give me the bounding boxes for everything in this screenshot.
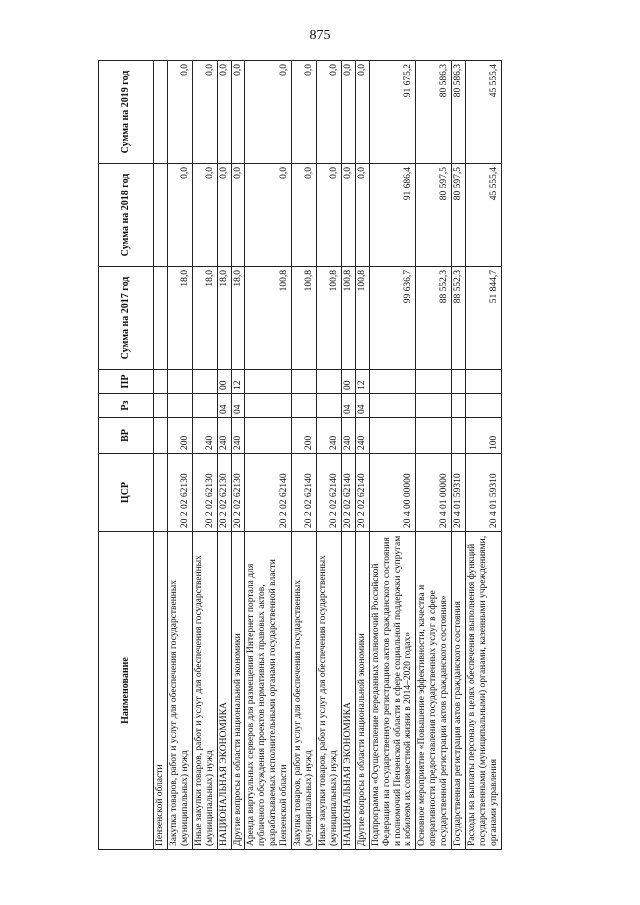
cell-rz: 04 bbox=[217, 394, 231, 418]
cell-sum-2017: 18,0 bbox=[231, 267, 245, 370]
cell-vr bbox=[452, 418, 466, 454]
cell-vr bbox=[369, 418, 416, 454]
table-row bbox=[341, 61, 355, 850]
header-csr: ЦСР bbox=[99, 454, 154, 532]
cell-sum-2019: 0,0 bbox=[192, 61, 217, 164]
table-row bbox=[245, 61, 292, 850]
table-row bbox=[192, 61, 217, 850]
cell-sum-2018: 80 597,5 bbox=[452, 164, 466, 267]
cell-sum-2019: 91 675,2 bbox=[369, 61, 416, 164]
cell-vr: 240 bbox=[217, 418, 231, 454]
table-header-row bbox=[99, 61, 154, 850]
cell-rz bbox=[292, 394, 317, 418]
cell-sum-2018: 0,0 bbox=[217, 164, 231, 267]
table-row bbox=[466, 61, 502, 850]
cell-pr bbox=[416, 370, 452, 394]
cell-name: Другие вопросы в области национальной экономики bbox=[231, 532, 245, 850]
cell-name: Расходы на выплаты персоналу в целях обеспечения выполнения функций государственными (муниципальными) органами, казенными учреждениями, органами управления bbox=[466, 532, 502, 850]
cell-csr: 20 4 00 00000 bbox=[369, 454, 416, 532]
cell-sum-2019: 45 555,4 bbox=[466, 61, 502, 164]
table-row bbox=[316, 61, 341, 850]
cell-rz bbox=[167, 394, 192, 418]
cell-sum-2019: 0,0 bbox=[341, 61, 355, 164]
cell-rz: 04 bbox=[355, 394, 369, 418]
cell-sum-2019: 0,0 bbox=[231, 61, 245, 164]
cell-sum-2017: 88 552,3 bbox=[452, 267, 466, 370]
cell-csr: 20 2 02 62130 bbox=[192, 454, 217, 532]
cell-rz bbox=[192, 394, 217, 418]
table-row bbox=[452, 61, 466, 850]
cell-name: НАЦИОНАЛЬНАЯ ЭКОНОМИКА bbox=[341, 532, 355, 850]
cell-sum-2019: 0,0 bbox=[167, 61, 192, 164]
cell-csr: 20 2 02 62130 bbox=[231, 454, 245, 532]
table-row bbox=[217, 61, 231, 850]
cell-sum-2018: 0,0 bbox=[245, 164, 292, 267]
cell-sum-2017: 18,0 bbox=[192, 267, 217, 370]
cell-name: Подпрограмма «Осуществление переданных полномочий Российской Федерации на государственную регистрацию актов гражданского состояния и полномочий Пензенской области в сфере социальной поддержки супругам к юбилеям их совместной жизни в 2014–2020 годах» bbox=[369, 532, 416, 850]
cell-rz bbox=[416, 394, 452, 418]
cell-vr bbox=[154, 418, 168, 454]
cell-vr: 200 bbox=[292, 418, 317, 454]
cell-sum-2017: 100,8 bbox=[341, 267, 355, 370]
cell-name: Иные закупки товаров, работ и услуг для обеспечения государственных (муниципальных) нужд bbox=[192, 532, 217, 850]
cell-name: Закупка товаров, работ и услуг для обеспечения государственных (муниципальных) нужд bbox=[292, 532, 317, 850]
cell-sum-2017: 99 636,7 bbox=[369, 267, 416, 370]
cell-vr: 240 bbox=[192, 418, 217, 454]
header-sum-2019: Сумма на 2019 год bbox=[99, 61, 154, 164]
cell-rz bbox=[452, 394, 466, 418]
cell-vr bbox=[245, 418, 292, 454]
cell-sum-2018: 91 686,4 bbox=[369, 164, 416, 267]
table-row bbox=[416, 61, 452, 850]
cell-rz bbox=[316, 394, 341, 418]
cell-name: Аренда виртуальных серверов для размещения Интернет портала для публичного обсуждения проектов нормативных правовых актов, разрабатываемых исполнительными органами государственной власти Пензенской области bbox=[245, 532, 292, 850]
table-row bbox=[292, 61, 317, 850]
cell-sum-2019: 80 586,3 bbox=[452, 61, 466, 164]
cell-sum-2018: 0,0 bbox=[341, 164, 355, 267]
cell-rz bbox=[154, 394, 168, 418]
cell-pr bbox=[466, 370, 502, 394]
rotated-table-container bbox=[98, 60, 528, 850]
cell-sum-2019: 80 586,3 bbox=[416, 61, 452, 164]
budget-table bbox=[98, 60, 502, 850]
table-body bbox=[154, 61, 502, 850]
cell-sum-2017: 100,8 bbox=[292, 267, 317, 370]
cell-rz bbox=[369, 394, 416, 418]
cell-pr bbox=[167, 370, 192, 394]
table-row bbox=[369, 61, 416, 850]
cell-csr: 20 4 01 59310 bbox=[452, 454, 466, 532]
cell-sum-2019 bbox=[154, 61, 168, 164]
cell-csr: 20 2 02 62140 bbox=[245, 454, 292, 532]
cell-sum-2017 bbox=[154, 267, 168, 370]
cell-csr: 20 4 01 59310 bbox=[466, 454, 502, 532]
header-pr: ПР bbox=[99, 370, 154, 394]
cell-csr: 20 2 02 62130 bbox=[167, 454, 192, 532]
cell-sum-2018: 0,0 bbox=[292, 164, 317, 267]
cell-pr bbox=[369, 370, 416, 394]
cell-sum-2018: 80 597,5 bbox=[416, 164, 452, 267]
cell-pr bbox=[452, 370, 466, 394]
header-rz: Рз bbox=[99, 394, 154, 418]
cell-pr: 00 bbox=[341, 370, 355, 394]
cell-sum-2018: 0,0 bbox=[192, 164, 217, 267]
cell-vr: 200 bbox=[167, 418, 192, 454]
table-row bbox=[231, 61, 245, 850]
cell-sum-2017: 51 844,7 bbox=[466, 267, 502, 370]
cell-rz: 04 bbox=[231, 394, 245, 418]
cell-csr: 20 2 02 62130 bbox=[217, 454, 231, 532]
header-name: Наименование bbox=[99, 532, 154, 850]
cell-pr bbox=[292, 370, 317, 394]
cell-name: Иные закупки товаров, работ и услуг для обеспечения государственных (муниципальных) нужд bbox=[316, 532, 341, 850]
cell-pr: 12 bbox=[231, 370, 245, 394]
header-vr: ВР bbox=[99, 418, 154, 454]
cell-pr: 00 bbox=[217, 370, 231, 394]
cell-pr bbox=[154, 370, 168, 394]
cell-name: Государственная регистрация актов гражданского состояния bbox=[452, 532, 466, 850]
cell-vr: 240 bbox=[355, 418, 369, 454]
cell-csr: 20 2 02 62140 bbox=[355, 454, 369, 532]
cell-pr: 12 bbox=[355, 370, 369, 394]
cell-vr: 100 bbox=[466, 418, 502, 454]
cell-sum-2018: 45 555,4 bbox=[466, 164, 502, 267]
cell-sum-2017: 18,0 bbox=[217, 267, 231, 370]
cell-csr: 20 4 01 00000 bbox=[416, 454, 452, 532]
rotated-page bbox=[98, 60, 528, 850]
page-number: 875 bbox=[309, 28, 331, 43]
cell-name: Пензенской области bbox=[154, 532, 168, 850]
cell-rz: 04 bbox=[341, 394, 355, 418]
cell-sum-2018 bbox=[154, 164, 168, 267]
cell-name: Основное мероприятие «Повышение эффективности, качества и оперативности предоставления государственных услуг в сфере государственной регистрации актов гражданского состояния» bbox=[416, 532, 452, 850]
cell-pr bbox=[245, 370, 292, 394]
cell-sum-2018: 0,0 bbox=[167, 164, 192, 267]
cell-name: НАЦИОНАЛЬНАЯ ЭКОНОМИКА bbox=[217, 532, 231, 850]
cell-name: Другие вопросы в области национальной экономики bbox=[355, 532, 369, 850]
cell-sum-2017: 88 552,3 bbox=[416, 267, 452, 370]
table-row bbox=[167, 61, 192, 850]
cell-rz bbox=[245, 394, 292, 418]
cell-sum-2017: 100,8 bbox=[355, 267, 369, 370]
cell-sum-2019: 0,0 bbox=[355, 61, 369, 164]
cell-csr: 20 2 02 62140 bbox=[292, 454, 317, 532]
cell-csr: 20 2 02 62140 bbox=[316, 454, 341, 532]
cell-pr bbox=[192, 370, 217, 394]
cell-rz bbox=[466, 394, 502, 418]
cell-csr: 20 2 02 62140 bbox=[341, 454, 355, 532]
cell-vr bbox=[416, 418, 452, 454]
cell-vr: 240 bbox=[316, 418, 341, 454]
table-row bbox=[154, 61, 168, 850]
cell-sum-2019: 0,0 bbox=[217, 61, 231, 164]
table-row bbox=[355, 61, 369, 850]
cell-csr bbox=[154, 454, 168, 532]
cell-vr: 240 bbox=[341, 418, 355, 454]
cell-sum-2017: 100,8 bbox=[245, 267, 292, 370]
cell-sum-2019: 0,0 bbox=[245, 61, 292, 164]
cell-sum-2018: 0,0 bbox=[316, 164, 341, 267]
cell-sum-2019: 0,0 bbox=[316, 61, 341, 164]
cell-sum-2019: 0,0 bbox=[292, 61, 317, 164]
cell-sum-2018: 0,0 bbox=[231, 164, 245, 267]
cell-sum-2018: 0,0 bbox=[355, 164, 369, 267]
cell-pr bbox=[316, 370, 341, 394]
cell-name: Закупка товаров, работ и услуг для обеспечения государственных (муниципальных) нужд bbox=[167, 532, 192, 850]
cell-sum-2017: 18,0 bbox=[167, 267, 192, 370]
cell-sum-2017: 100,8 bbox=[316, 267, 341, 370]
cell-vr: 240 bbox=[231, 418, 245, 454]
header-sum-2017: Сумма на 2017 год bbox=[99, 267, 154, 370]
header-sum-2018: Сумма на 2018 год bbox=[99, 164, 154, 267]
